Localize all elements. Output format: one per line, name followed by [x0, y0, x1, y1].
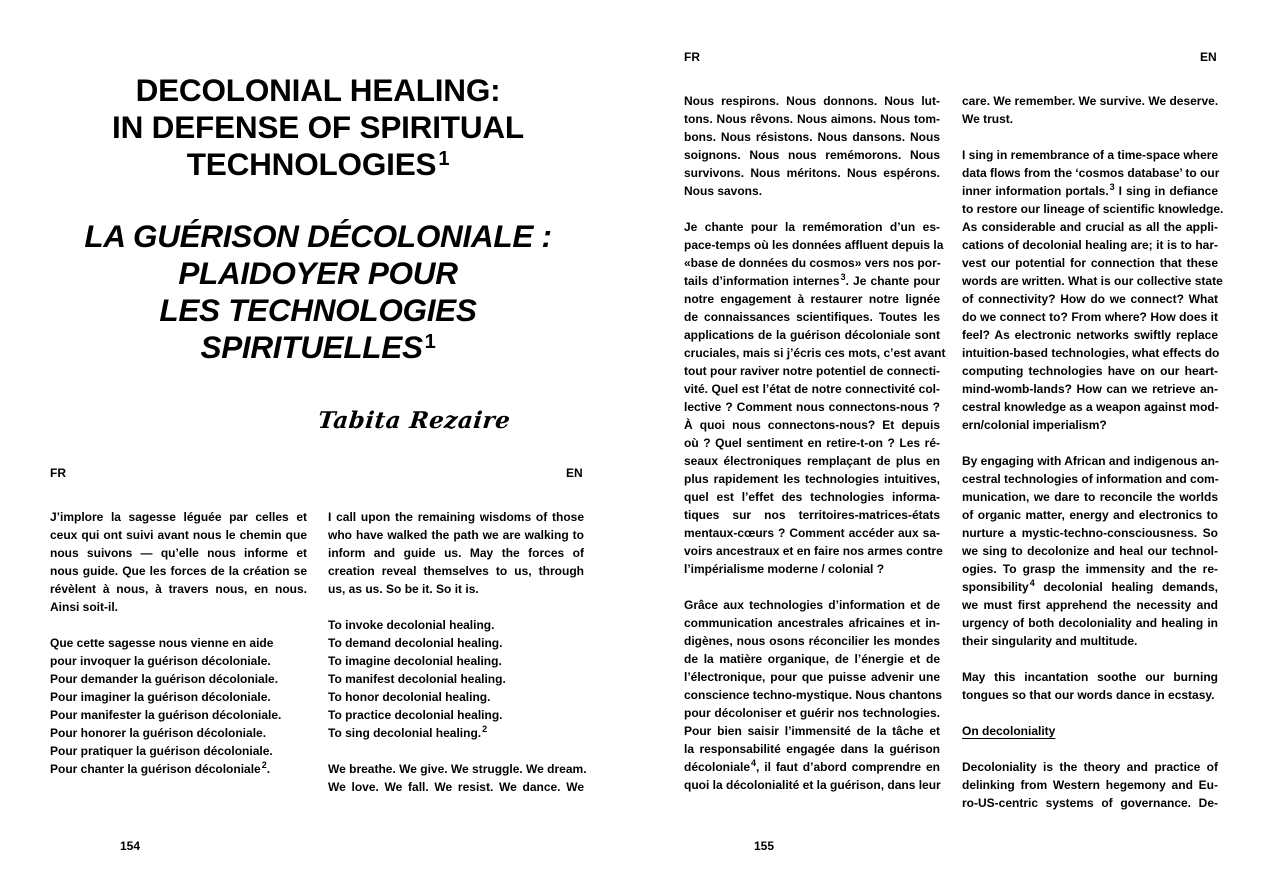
paragraph [962, 758, 1218, 812]
text-line: quoi la décolonialité et la guérison, dans leur [684, 778, 941, 792]
text-line: Nous respirons. Nous donnons. Nous lut- [684, 94, 940, 108]
text-line: soignons. Nous nous remémorons. Nous [684, 148, 940, 162]
footnote-marker: 1 [438, 148, 450, 170]
footnote-marker: 2 [482, 724, 488, 734]
text-line: l’impérialisme moderne / colonial ? [684, 562, 885, 576]
paragraph: J’implore la sagesse léguée par celles et ceux qui ont suivi avant nous le chemin que nous suivons — qu’elle nous informe et nous guide. Que les forces de la création se révèlent à nous, à travers nous, en nous. Ainsi soit-il. [50, 510, 307, 614]
text-line: ern/colonial imperialism? [962, 418, 1107, 432]
title-french [30, 218, 606, 366]
invocation-list [50, 634, 307, 778]
paragraph [684, 596, 943, 794]
list-line: To invoke decolonial healing. [328, 618, 495, 632]
text-line: décoloniale$^4$, il faut d’abord comprendre en [684, 758, 940, 774]
text-line: sponsibility$^4$ decolonial healing demands, [962, 578, 1218, 594]
list-line: Pour imaginer la guérison décoloniale. [50, 690, 271, 704]
title-fr-line: SPIRITUELLES [200, 329, 423, 365]
text-line: By engaging with African and indigenous an- [962, 454, 1219, 468]
text-line: Je chante pour la remémoration d’un es- [684, 220, 940, 234]
text-line: words are written. What is our collective state [962, 274, 1223, 288]
list-line: To honor decolonial healing. [328, 690, 491, 704]
page-number: 155 [754, 839, 775, 853]
footnote-marker: 3 [840, 272, 846, 282]
text-line: Decoloniality is the theory and practice of [962, 760, 1218, 774]
title-en-line: TECHNOLOGIES [186, 146, 437, 182]
text-line: We love. We fall. We resist. We dance. We [328, 780, 584, 794]
text-line: of connectivity? How do we connect? What [962, 292, 1218, 306]
text-line: Grâce aux technologies d’information et de [684, 598, 940, 612]
footnote-marker: 1 [424, 331, 436, 353]
paragraph [328, 760, 587, 796]
title-english [30, 72, 606, 183]
text-line: cestral knowledge as a weapon against mod- [962, 400, 1219, 414]
left-fr-column [50, 508, 307, 778]
text-line: de la matière organique, de l’énergie et de [684, 652, 940, 666]
text-line: de connaissances scientifiques. Toutes les [684, 310, 940, 324]
lang-label-en: EN [566, 466, 583, 480]
list-line: To practice decolonial healing. [328, 708, 503, 722]
section-heading-text: On decoloniality [962, 724, 1056, 738]
text-line: survivons. Nous méritons. Nous espérons. [684, 166, 940, 180]
text-line: voirs ancestraux et en faire nos armes contre [684, 544, 943, 558]
text-line: tongues so that our words dance in ecstasy. [962, 688, 1215, 702]
text-line: to restore our lineage of scientific knowledge. [962, 202, 1224, 216]
text-line: vest our potential for connection that these [962, 256, 1218, 270]
text-line: lective ? Comment nous connectons-nous ? [684, 400, 940, 414]
list-line: To imagine decolonial healing. [328, 654, 502, 668]
text-line: notre engagement à restaurer notre lignée [684, 292, 940, 306]
text-line: quel est l’effet des technologies informa- [684, 490, 940, 504]
text-line: delinking from Western hegemony and Eu- [962, 778, 1218, 792]
list-line: Pour manifester la guérison décoloniale. [50, 708, 282, 722]
left-en-column [328, 508, 587, 796]
text-line: seaux électroniques remplaçant de plus en [684, 454, 940, 468]
list-line: To manifest decolonial healing. [328, 672, 506, 686]
text-line: «base de données du cosmos» vers nos por- [684, 256, 941, 270]
text-line: We trust. [962, 112, 1014, 126]
text-line: tiques sur nos territoires-matrices-états [684, 508, 940, 522]
text-line: tons. Nous rêvons. Nous aimons. Nous tom- [684, 112, 940, 126]
title-fr-line: PLAIDOYER POUR [178, 255, 458, 291]
paragraph [962, 668, 1218, 704]
text-line: nurture a mystic-techno-consciousness. So [962, 526, 1218, 540]
lang-label-fr: FR [684, 50, 700, 64]
title-en-line: DECOLONIAL HEALING: [135, 72, 501, 108]
text-line: pace-temps où les données affluent depuis la [684, 238, 944, 252]
text-line: cruciales, mais si j’écris ces mots, c’est avant [684, 346, 946, 360]
text-line: cestral technologies of information and com- [962, 472, 1219, 486]
paragraph [684, 218, 946, 578]
text-line: bons. Nous résistons. Nous dansons. Nous [684, 130, 940, 144]
text-line: ogies. To grasp the immensity and the re- [962, 562, 1218, 576]
paragraph [684, 92, 940, 200]
footnote-marker: 2 [261, 760, 267, 770]
right-fr-column [684, 92, 946, 794]
text-line: urgency of both decoloniality and healing in [962, 616, 1218, 630]
author-name: Tabita Rezaire [316, 407, 512, 434]
title-fr-line: LA GUÉRISON DÉCOLONIALE : [84, 218, 552, 254]
text-line: mind-womb-lands? How can we retrieve an- [962, 382, 1218, 396]
list-line: Pour chanter la guérison décoloniale$^2$. [50, 760, 271, 776]
text-line: tails d’information internes$^3$. Je chante pour [684, 272, 940, 288]
right-en-column [962, 92, 1224, 812]
text-line: Nous savons. [684, 184, 763, 198]
text-line: plus rapidement les technologies intuitives, [684, 472, 940, 486]
text-line: où ? Quel sentiment en retire-t-on ? Les ré- [684, 436, 940, 450]
text-line: conscience techno-mystique. Nous chantons [684, 688, 943, 702]
list-line: Que cette sagesse nous vienne en aide [50, 636, 274, 650]
list-line: To demand decolonial healing. [328, 636, 503, 650]
list-line: Pour demander la guérison décoloniale. [50, 672, 279, 686]
text-line: we sing to decolonize and heal our technol- [962, 544, 1218, 558]
text-line: data flows from the ‘cosmos database’ to our [962, 166, 1220, 180]
list-line: To sing decolonial healing.$^2$ [328, 724, 488, 740]
text-line: digènes, nous osons réconcilier les mondes [684, 634, 940, 648]
list-line: pour invoquer la guérison décoloniale. [50, 654, 271, 668]
title-fr-line: LES TECHNOLOGIES [159, 292, 477, 328]
footnote-marker: 4 [1029, 578, 1035, 588]
footnote-marker: 3 [1109, 182, 1115, 192]
lang-label-fr: FR [50, 466, 66, 480]
text-line: communication ancestrales africaines et in- [684, 616, 940, 630]
text-line: their singularity and multitude. [962, 634, 1138, 648]
text-line: computing technologies have on our heart- [962, 364, 1218, 378]
paragraph: I call upon the remaining wisdoms of those who have walked the path we are walking to inform and guide us. May the forces of creation reveal themselves to us, through us, as us. So be it. So it is. [328, 510, 584, 596]
text-line: I sing in remembrance of a time-space where [962, 148, 1219, 162]
text-line: l’électronique, pour que puisse advenir une [684, 670, 940, 684]
text-line: À quoi nous connectons-nous? Et depuis [684, 418, 940, 432]
paragraph [962, 146, 1224, 434]
title-en-line: IN DEFENSE OF SPIRITUAL [112, 109, 524, 145]
paragraph [962, 452, 1218, 650]
text-line: Pour bien saisir l’immensité de la tâche et [684, 724, 940, 738]
page-number: 154 [120, 839, 141, 853]
lang-label-en: EN [1200, 50, 1217, 64]
section-heading [962, 722, 1218, 740]
text-line: We breathe. We give. We struggle. We dream. [328, 762, 587, 776]
text-line: la responsabilité engagée dans la guérison [684, 742, 940, 756]
text-line: care. We remember. We survive. We deserve. [962, 94, 1219, 108]
text-line: munication, we dare to reconcile the worlds [962, 490, 1218, 504]
text-line: feel? As electronic networks swiftly replace [962, 328, 1218, 342]
invocation-list [328, 616, 584, 742]
footnote-marker: 4 [751, 758, 757, 768]
text-line: of organic matter, energy and electronics to [962, 508, 1218, 522]
text-line: tout pour raviver notre potentiel de connecti- [684, 364, 941, 378]
text-line: May this incantation soothe our burning [962, 670, 1218, 684]
text-line: mentaux-cœurs ? Comment accéder aux sa- [684, 526, 940, 540]
text-line: vité. Quel est l’état de notre connectivité col- [684, 382, 940, 396]
paragraph [962, 92, 1218, 128]
text-line: cations of decolonial healing are; it is to har- [962, 238, 1218, 252]
text-line: ro-US-centric systems of governance. De- [962, 796, 1218, 810]
list-line: Pour honorer la guérison décoloniale. [50, 726, 267, 740]
text-line: As considerable and crucial as all the appli- [962, 220, 1218, 234]
text-line: we must first apprehend the necessity and [962, 598, 1218, 612]
text-line: intuition-based technologies, what effects do [962, 346, 1220, 360]
text-line: applications de la guérison décoloniale sont [684, 328, 940, 342]
text-line: pour décoloniser et guérir nos technologies. [684, 706, 940, 720]
text-line: inner information portals.$^3$ I sing in defiance [962, 182, 1219, 198]
list-line: Pour pratiquer la guérison décoloniale. [50, 744, 273, 758]
text-line: do we connect to? From where? How does it [962, 310, 1218, 324]
